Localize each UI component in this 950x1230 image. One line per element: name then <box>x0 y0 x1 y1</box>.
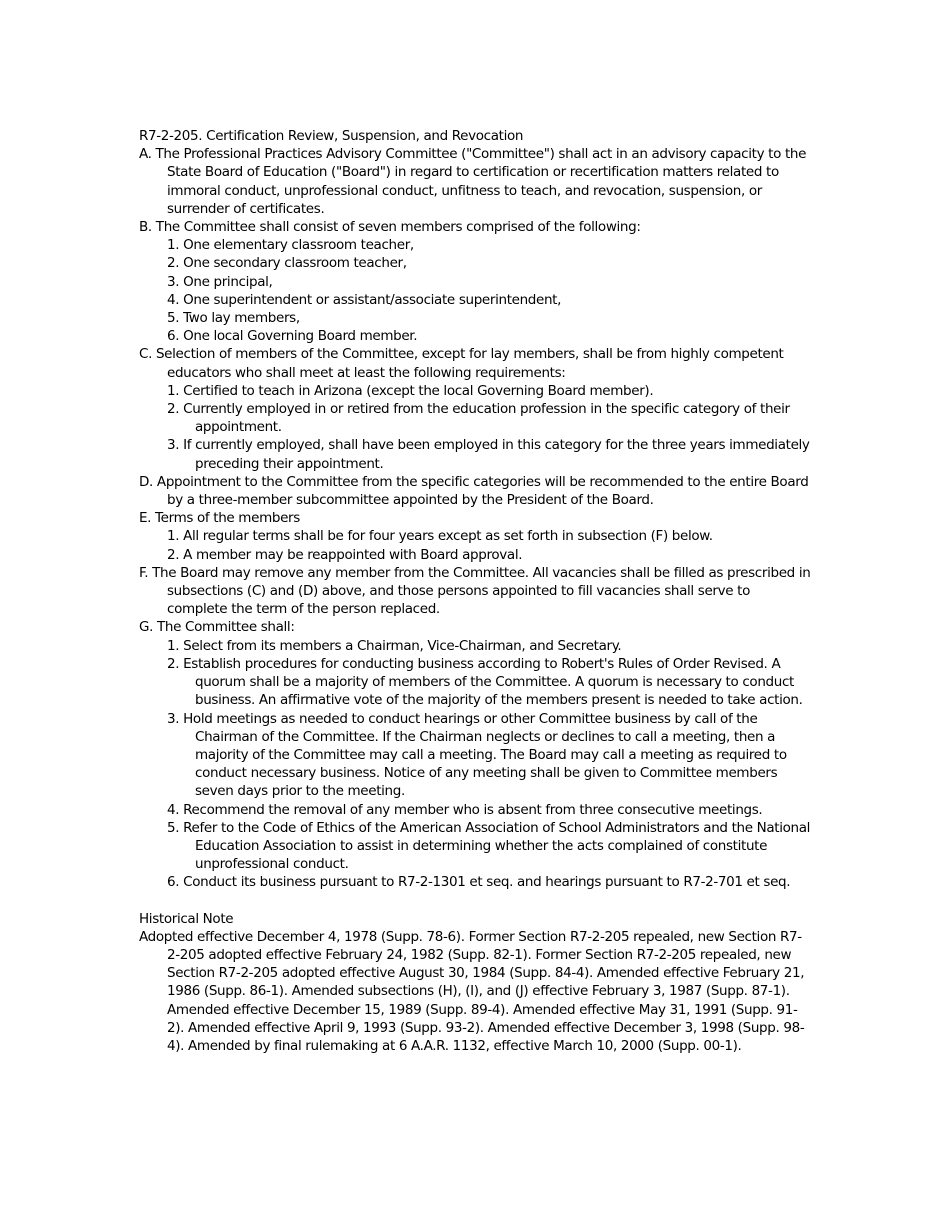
spacer <box>139 892 814 910</box>
section-b-item: 3. One principal, <box>167 273 273 290</box>
section-g-item: 1. Select from its members a Chairman, Vice-Chairman, and Secretary. <box>167 637 622 654</box>
section-g-item: 4. Recommend the removal of any member who is absent from three consecutive meetings. <box>167 801 763 818</box>
section-g: G. The Committee shall: <box>139 619 295 636</box>
section-e-item: 1. All regular terms shall be for four years except as set forth in subsection (F) below. <box>167 528 713 545</box>
section-g-item: 6. Conduct its business pursuant to R7-2-1301 et seq. and hearings pursuant to R7-2-701 et seq. <box>167 874 791 891</box>
section-b-item: 6. One local Governing Board member. <box>167 328 418 345</box>
section-b: B. The Committee shall consist of seven members comprised of the following: <box>139 219 641 236</box>
section-f: F. The Board may remove any member from the Committee. All vacancies shall be filled as prescribed in subsections (C) and (D) above, and those persons appointed to fill vacancies shall serve to complete the term of the person replaced. <box>139 564 811 618</box>
section-b-item: 5. Two lay members, <box>167 310 300 327</box>
document-page <box>139 127 814 1055</box>
section-c-item: 3. If currently employed, shall have been employed in this category for the three years immediately preceding their appointment. <box>167 437 810 472</box>
section-c: C. Selection of members of the Committee, except for lay members, shall be from highly competent educators who shall meet at least the following requirements: <box>139 346 784 381</box>
section-b-item: 2. One secondary classroom teacher, <box>167 255 407 272</box>
section-d: D. Appointment to the Committee from the specific categories will be recommended to the entire Board by a three-member subcommittee appointed by the President of the Board. <box>139 473 809 509</box>
section-e-item: 2. A member may be reappointed with Board approval. <box>167 546 523 563</box>
historical-note-text: Adopted effective December 4, 1978 (Supp. 78-6). Former Section R7-2-205 repealed, new Section R7-2-205 adopted effective February 24, 1982 (Supp. 82-1). Former Section R7-2-205 repealed, new Section R7-2-205 adopted effective August 30, 1984 (Supp. 84-4). Amended effective February 21, 1986 (Supp. 86-1). Amended subsections (H), (I), and (J) effective February 3, 1987 (Supp. 87-1). Amended effective December 15, 1989 (Supp. 89-4). Amended effective May 31, 1991 (Supp. 91-2). Amended effective April 9, 1993 (Supp. 93-2). Amended effective December 3, 1998 (Supp. 98-4). Amended by final rulemaking at 6 A.A.R. 1132, effective March 10, 2000 (Supp. 00-1). <box>139 928 805 1054</box>
section-c-item: 1. Certified to teach in Arizona (except the local Governing Board member). <box>167 382 654 399</box>
section-g-item: 5. Refer to the Code of Ethics of the American Association of School Administrators and the National Education Association to assist in determining whether the acts complained of constitute unprofessional conduct. <box>167 819 811 873</box>
section-a: A. The Professional Practices Advisory Committee ("Committee") shall act in an advisory capacity to the State Board of Education ("Board") in regard to certification or recertification matters related to immoral conduct, unprofessional conduct, unfitness to teach, and revocation, suspension, or surrender of certificates. <box>139 146 807 217</box>
section-e-list <box>139 527 814 563</box>
section-b-list <box>139 236 814 345</box>
section-g-item: 3. Hold meetings as needed to conduct hearings or other Committee business by call of the Chairman of the Committee. If the Chairman neglects or declines to call a meeting, then a majority of the Committee may call a meeting. The Board may call a meeting as required to conduct necessary business. Notice of any meeting shall be given to Committee members seven days prior to the meeting. <box>167 710 787 800</box>
section-b-item: 1. One elementary classroom teacher, <box>167 237 414 254</box>
historical-note-heading: Historical Note <box>139 910 234 927</box>
section-g-item: 2. Establish procedures for conducting business according to Robert's Rules of Order Revised. A quorum shall be a majority of members of the Committee. A quorum is necessary to conduct business. An affirmative vote of the majority of the members present is needed to take action. <box>167 655 803 709</box>
section-c-item: 2. Currently employed in or retired from the education profession in the specific category of their appointment. <box>167 401 790 436</box>
section-e: E. Terms of the members <box>139 510 300 527</box>
section-c-list <box>139 382 814 473</box>
section-g-list <box>139 637 814 892</box>
section-b-item: 4. One superintendent or assistant/associate superintendent, <box>167 291 562 308</box>
section-title: R7-2-205. Certification Review, Suspension, and Revocation <box>139 128 524 144</box>
